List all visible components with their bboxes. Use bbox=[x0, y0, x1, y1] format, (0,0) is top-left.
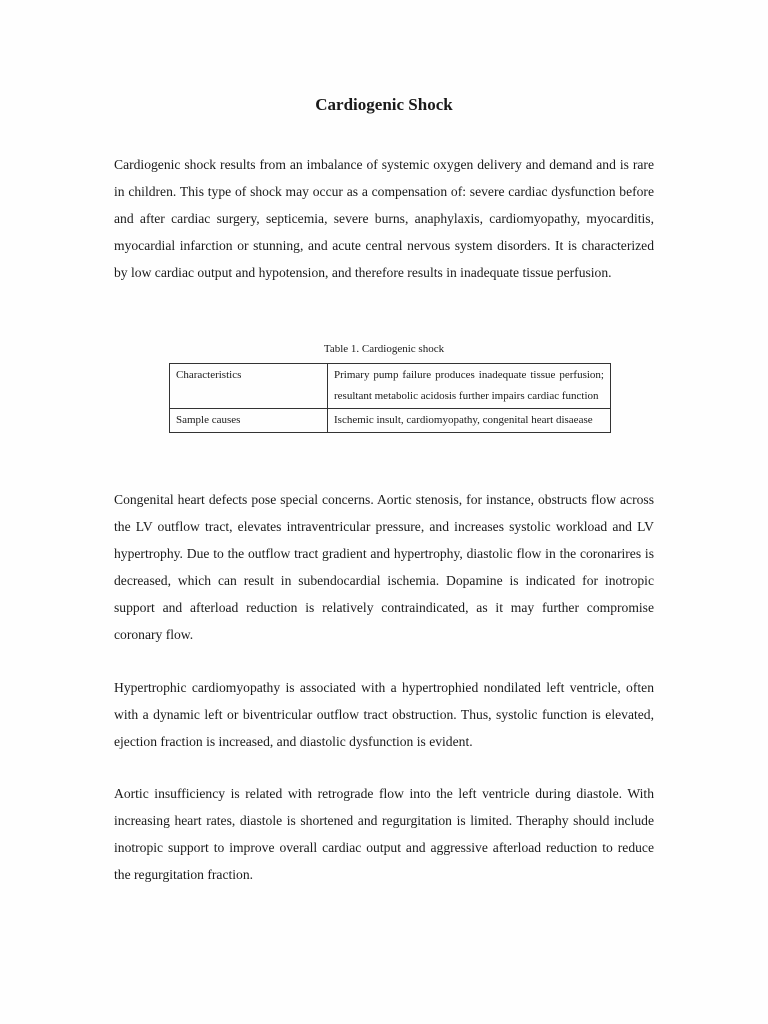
cardiogenic-shock-table bbox=[169, 363, 611, 433]
table-cell-value: Ischemic insult, cardiomyopathy, congenital heart disaease bbox=[328, 409, 611, 433]
table-cell-value: Primary pump failure produces inadequate tissue perfusion; resultant metabolic acidosis further impairs cardiac function bbox=[328, 364, 611, 409]
paragraph-intro: Cardiogenic shock results from an imbalance of systemic oxygen delivery and demand and is rare in children. This type of shock may occur as a compensation of: severe cardiac dysfunction before and after cardiac surgery, septicemia, severe burns, anaphylaxis, cardiomyopathy, myocarditis, myocardial infarction or stunning, and acute central nervous system disorders. It is characterized by low cardiac output and hypotension, and therefore results in inadequate tissue perfusion. bbox=[114, 157, 654, 280]
table-row bbox=[170, 364, 611, 409]
paragraph-hypertrophic-cardiomyopathy: Hypertrophic cardiomyopathy is associated with a hypertrophied nondilated left ventricle, often with a dynamic left or biventricular outflow tract obstruction. Thus, systolic function is elevated, ejection fraction is increased, and diastolic dysfunction is evident. bbox=[114, 680, 654, 749]
table-row bbox=[170, 409, 611, 433]
paragraph-congenital-heart-defects: Congenital heart defects pose special concerns. Aortic stenosis, for instance, obstructs flow across the LV outflow tract, elevates intraventricular pressure, and increases systolic workload and LV hypertrophy. Due to the outflow tract gradient and hypertrophy, diastolic flow in the coronarires is decreased, which can result in subendocardial ischemia. Dopamine is indicated for inotropic support and afterload reduction is relatively contraindicated, as it may further compromise coronary flow. bbox=[114, 492, 654, 642]
table-cell-label: Sample causes bbox=[170, 409, 328, 433]
paragraph-aortic-insufficiency: Aortic insufficiency is related with retrograde flow into the left ventricle during diastole. With increasing heart rates, diastole is shortened and regurgitation is limited. Theraphy should include inotropic support to improve overall cardiac output and aggressive afterload reduction to reduce the regurgitation fraction. bbox=[114, 786, 654, 882]
table-cell-label: Characteristics bbox=[170, 364, 328, 409]
document-title: Cardiogenic Shock bbox=[315, 95, 453, 114]
table-caption: Table 1. Cardiogenic shock bbox=[323, 343, 445, 355]
